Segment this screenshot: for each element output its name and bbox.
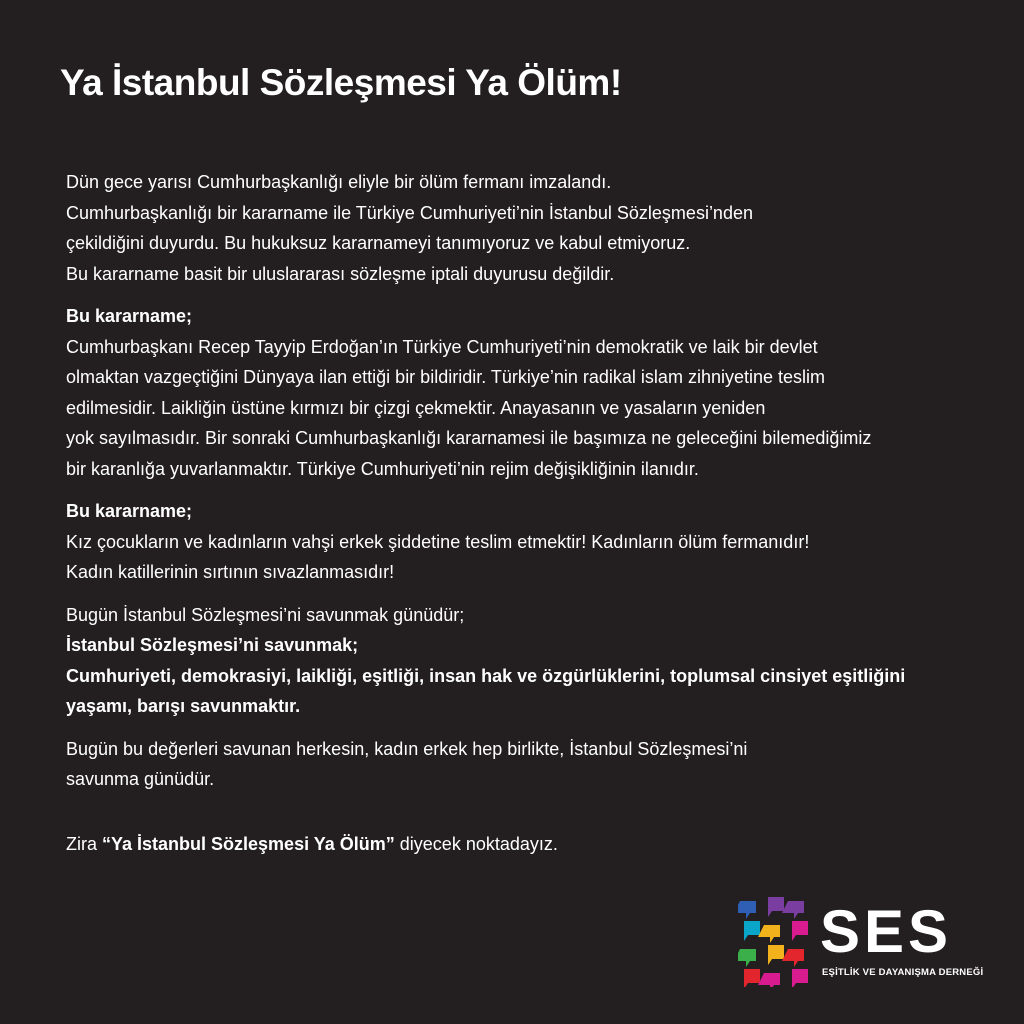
text-line: Cumhurbaşkanı Recep Tayyip Erdoğan’ın Türkiye Cumhuriyeti’nin demokratik ve laik bir devlet [66, 336, 818, 357]
logo-quote-shape [744, 921, 760, 941]
closing-before: Zira [66, 833, 102, 854]
paragraph-closing [66, 829, 996, 860]
text-line: Bugün bu değerleri savunan herkesin, kadın erkek hep birlikte, İstanbul Sözleşmesi’ni [66, 738, 748, 759]
text-line: çekildiğini duyurdu. Bu hukuksuz kararnameyi tanımıyoruz ve kabul etmiyoruz. [66, 233, 691, 253]
ses-logo [738, 895, 984, 991]
logo-quote-shape [792, 969, 808, 987]
page-title: Ya İstanbul Sözleşmesi Ya Ölüm! [60, 62, 622, 103]
colorful-quote-marks-icon [738, 895, 810, 987]
paragraph-defend [66, 600, 996, 722]
text-line-bold: İstanbul Sözleşmesi’ni savunmak; [66, 635, 359, 655]
logo-subtitle: EŞİTLİK VE DAYANIŞMA DERNEĞİ [822, 967, 984, 978]
closing-slogan: “Ya İstanbul Sözleşmesi Ya Ölüm” [102, 833, 395, 854]
paragraph-call [66, 734, 996, 795]
paragraph-heading: Bu kararname; [66, 501, 193, 521]
text-line-bold: yaşamı, barışı savunmaktır. [66, 696, 301, 716]
logo-quote-shape [744, 969, 760, 987]
logo-quote-shape [768, 897, 784, 917]
text-line: edilmesidir. Laikliğin üstüne kırmızı bir çizgi çekmektir. Anayasanın ve yasaların yeniden [66, 397, 766, 418]
text-line: Cumhurbaşkanlığı bir kararname ile Türkiye Cumhuriyeti’nin İstanbul Sözleşmesi’nden [66, 202, 753, 223]
logo-quote-shape [792, 921, 808, 941]
text-line: Bu kararname basit bir uluslararası sözleşme iptali duyurusu değildir. [66, 263, 615, 284]
closing-after: diyecek noktadayız. [394, 833, 558, 854]
paragraph-decree-1 [66, 301, 996, 484]
text-line: Kız çocukların ve kadınların vahşi erkek şiddetine teslim etmektir! Kadınların ölüm fermanıdır! [66, 531, 810, 552]
paragraph-heading: Bu kararname; [66, 306, 193, 326]
logo-quote-shape [738, 949, 756, 967]
logo-quote-shape [782, 901, 804, 919]
closing-line [66, 829, 996, 860]
text-line: savunma günüdür. [66, 769, 215, 789]
text-line: olmaktan vazgeçtiğini Dünyaya ilan ettiği bir bildiridir. Türkiye’nin radikal islam zihniyetine teslim [66, 367, 825, 387]
logo-quote-shape [758, 925, 780, 943]
text-line-bold: Cumhuriyeti, demokrasiyi, laikliği, eşitliği, insan hak ve özgürlüklerini, toplumsal cinsiyet eşitliğini [66, 665, 906, 686]
text-line: bir karanlığa yuvarlanmaktır. Türkiye Cumhuriyeti’nin rejim değişikliğinin ilanıdır. [66, 458, 699, 479]
logo-quote-shape [768, 945, 784, 965]
logo-quote-shape [782, 949, 804, 967]
text-line: yok sayılmasıdır. Bir sonraki Cumhurbaşkanlığı kararnamesi ile başımıza ne geleceğini bilemediğimiz [66, 428, 872, 448]
text-line: Bugün İstanbul Sözleşmesi’ni savunmak günüdür; [66, 604, 465, 625]
logo-quote-shape [758, 973, 780, 987]
logo-quote-shape [738, 901, 756, 919]
statement-body [66, 167, 996, 871]
paragraph-intro [66, 167, 996, 289]
text-line: Dün gece yarısı Cumhurbaşkanlığı eliyle bir ölüm fermanı imzalandı. [66, 172, 612, 192]
text-line: Kadın katillerinin sırtının sıvazlanmasıdır! [66, 562, 395, 582]
paragraph-decree-2 [66, 496, 996, 588]
logo-name: SES [820, 898, 953, 965]
